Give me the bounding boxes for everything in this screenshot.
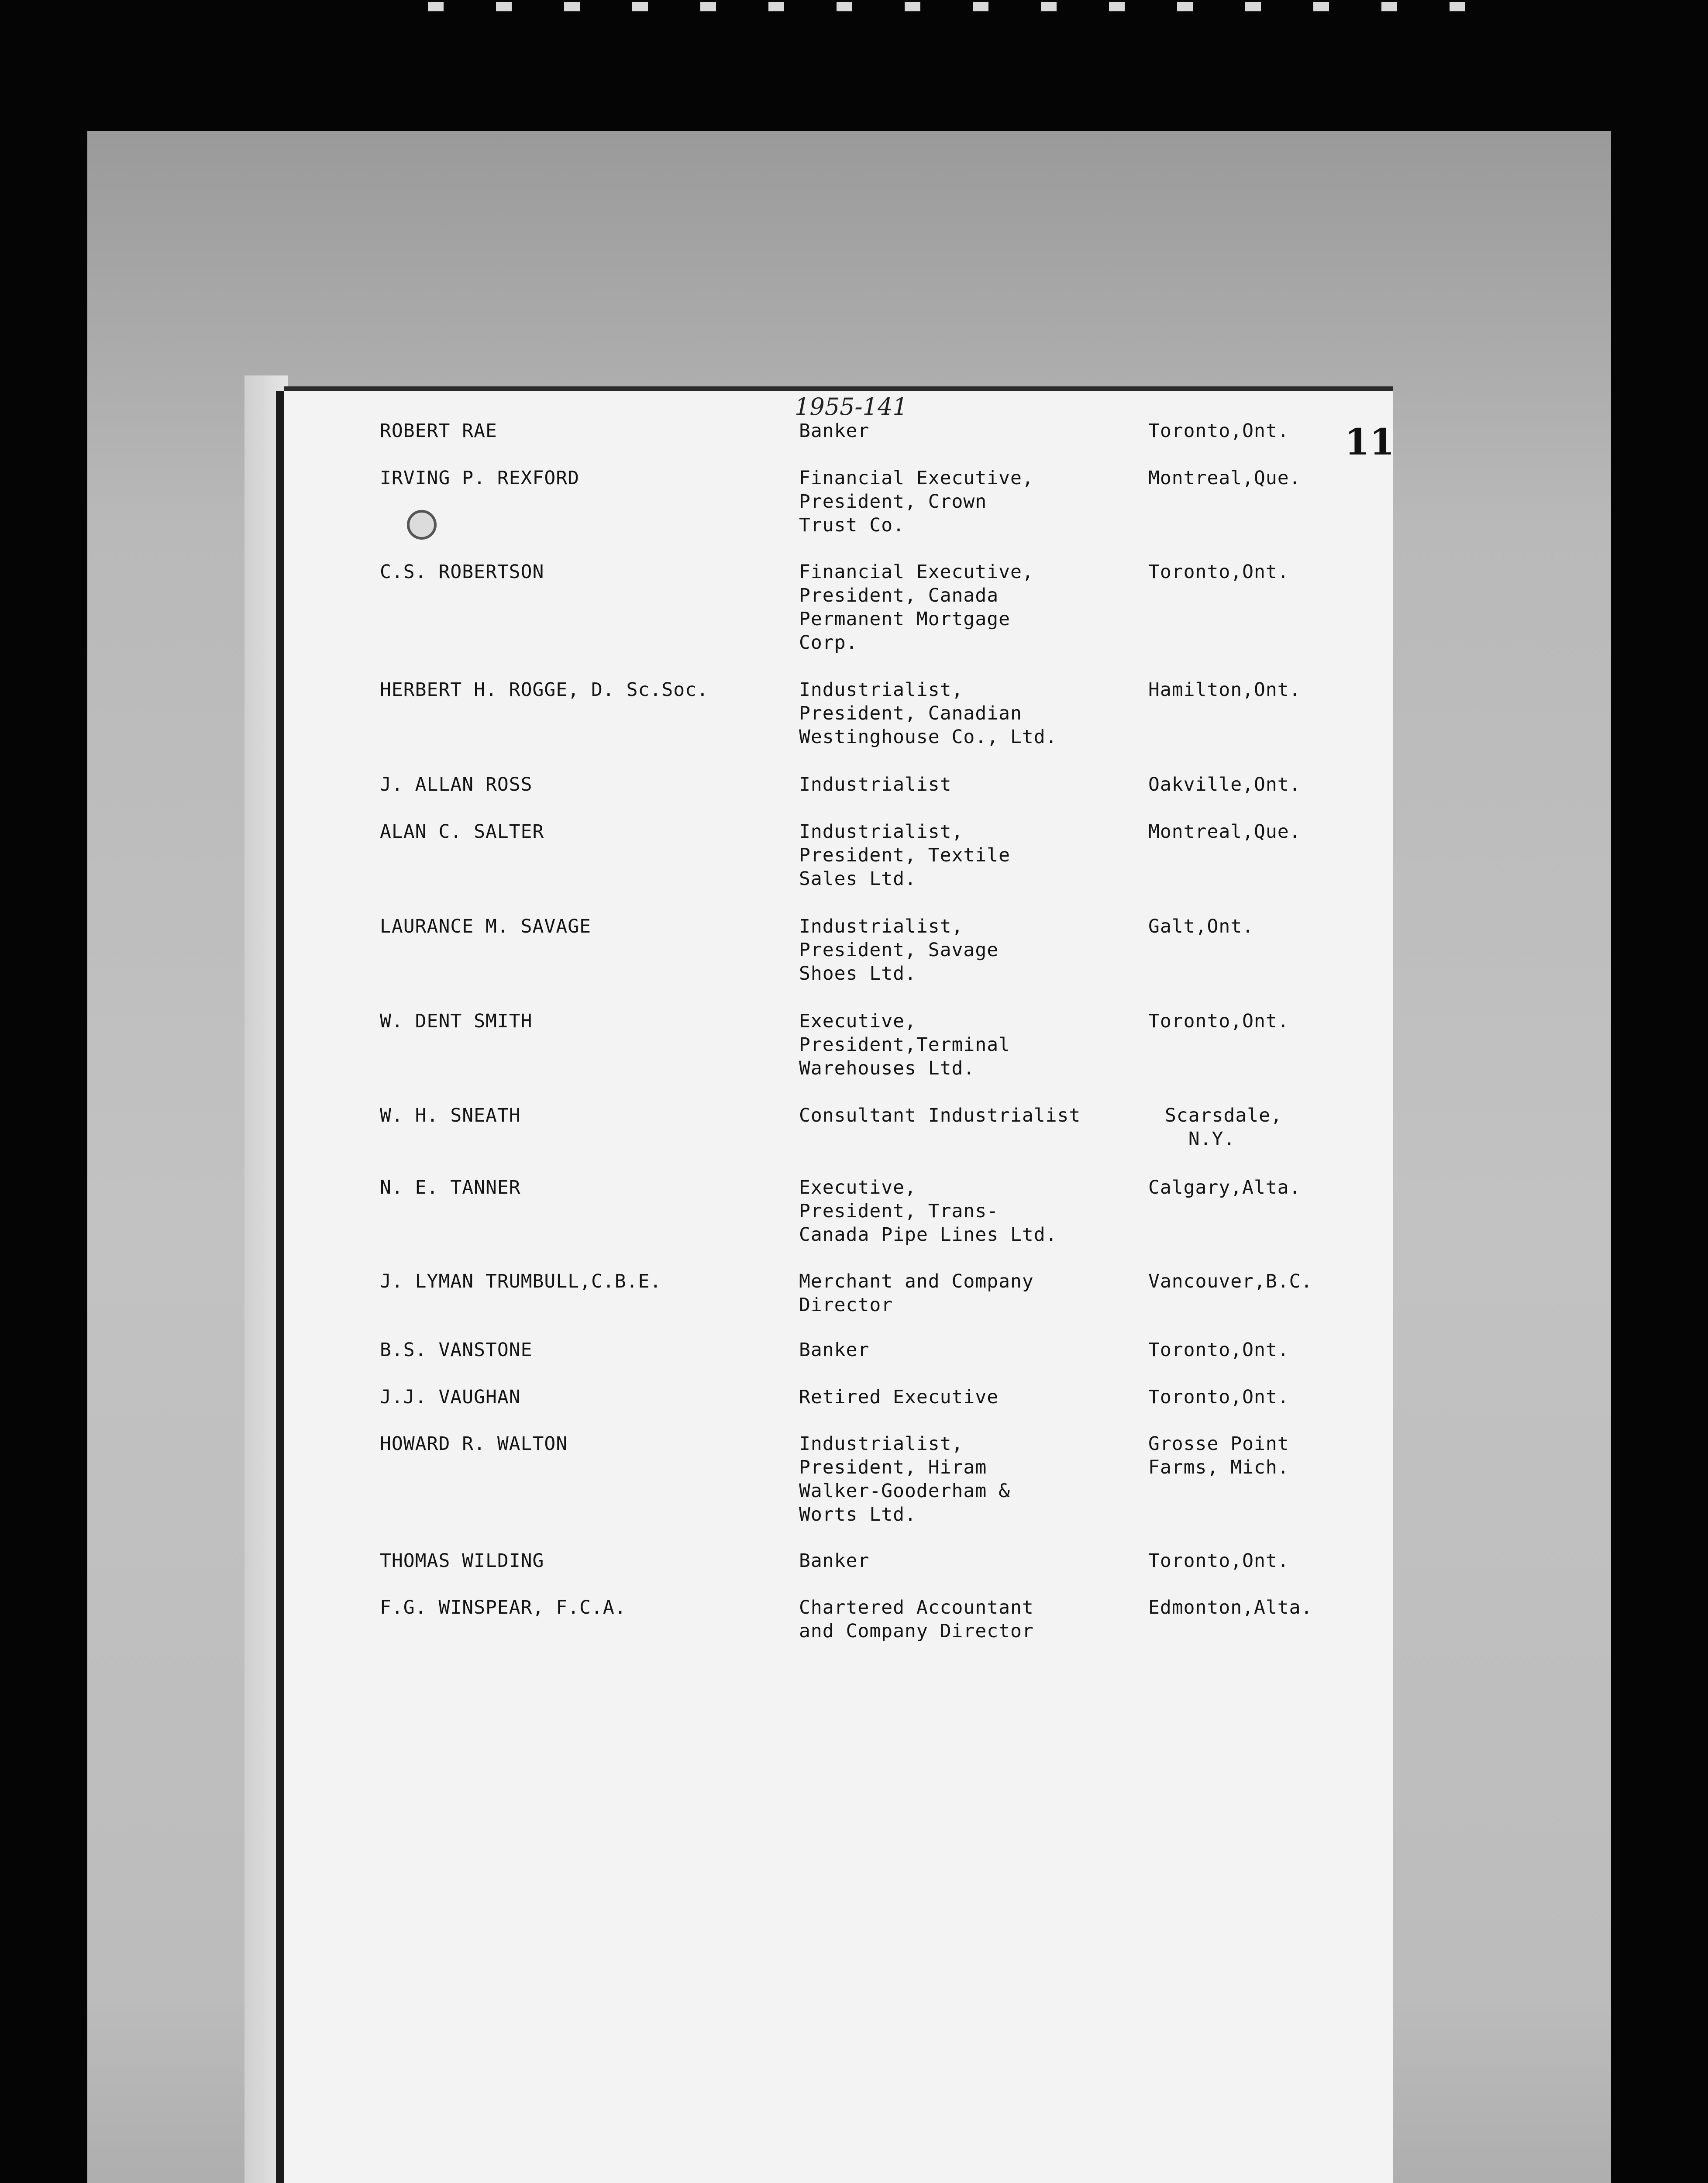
person-name: W. DENT SMITH [380, 1010, 533, 1032]
person-location: Oakville,Ont. [1148, 774, 1301, 795]
person-occupation: Retired Executive [799, 1386, 999, 1408]
person-name: C.S. ROBERTSON [380, 561, 544, 583]
person-location: Calgary,Alta. [1148, 1177, 1301, 1198]
person-location: Edmonton,Alta. [1148, 1597, 1313, 1618]
person-location: Hamilton,Ont. [1148, 679, 1301, 701]
person-name: HOWARD R. WALTON [380, 1433, 568, 1455]
person-occupation: Consultant Industrialist [799, 1105, 1081, 1126]
person-occupation: Banker [799, 420, 870, 442]
person-location: Vancouver,B.C. [1148, 1271, 1313, 1292]
person-name: LAURANCE M. SAVAGE [380, 916, 591, 937]
accession-note: 1955-141 [795, 393, 908, 420]
person-name: W. H. SNEATH [380, 1105, 521, 1126]
person-name: J.J. VAUGHAN [380, 1386, 521, 1408]
person-location: Grosse Point Farms, Mich. [1148, 1433, 1289, 1478]
page-number: 11 [1345, 421, 1395, 463]
person-occupation: Industrialist, President, Savage Shoes Ltd. [799, 916, 999, 985]
person-location: Montreal,Que. [1148, 467, 1301, 489]
person-name: J. LYMAN TRUMBULL,C.B.E. [380, 1271, 662, 1292]
person-name: N. E. TANNER [380, 1177, 521, 1198]
person-occupation: Banker [799, 1550, 870, 1572]
person-occupation: Financial Executive, President, Canada Permanent Mortgage Corp. [799, 561, 1034, 654]
person-location: Toronto,Ont. [1148, 561, 1289, 583]
person-location: Montreal,Que. [1148, 821, 1301, 843]
person-location: Toronto,Ont. [1148, 1386, 1289, 1408]
person-name: B.S. VANSTONE [380, 1339, 533, 1361]
person-name: ROBERT RAE [380, 420, 497, 442]
person-name: ALAN C. SALTER [380, 821, 544, 843]
person-occupation: Chartered Accountant and Company Director [799, 1597, 1034, 1642]
person-location: Toronto,Ont. [1148, 1339, 1289, 1361]
person-name: IRVING P. REXFORD [380, 467, 580, 489]
person-name: THOMAS WILDING [380, 1550, 544, 1572]
person-location: Toronto,Ont. [1148, 1550, 1289, 1572]
person-occupation: Industrialist, President, Canadian Westinghouse Co., Ltd. [799, 679, 1057, 748]
person-name: HERBERT H. ROGGE, D. Sc.Soc. [380, 679, 709, 701]
person-occupation: Executive, President,Terminal Warehouses Ltd. [799, 1010, 1010, 1079]
person-occupation: Executive, President, Trans- Canada Pipe Lines Ltd. [799, 1177, 1057, 1246]
person-occupation: Banker [799, 1339, 870, 1361]
person-name: F.G. WINSPEAR, F.C.A. [380, 1597, 627, 1618]
person-location: Galt,Ont. [1148, 916, 1254, 937]
person-name: J. ALLAN ROSS [380, 774, 533, 795]
person-location: Scarsdale, N.Y. [1165, 1105, 1282, 1150]
person-occupation: Industrialist, President, Hiram Walker-Gooderham & Worts Ltd. [799, 1433, 1010, 1525]
person-occupation: Industrialist, President, Textile Sales Ltd. [799, 821, 1010, 890]
person-occupation: Financial Executive, President, Crown Trust Co. [799, 467, 1034, 536]
person-occupation: Merchant and Company Director [799, 1271, 1034, 1316]
person-occupation: Industrialist [799, 774, 952, 795]
person-location: Toronto,Ont. [1148, 1010, 1289, 1032]
person-location: Toronto,Ont. [1148, 420, 1289, 442]
